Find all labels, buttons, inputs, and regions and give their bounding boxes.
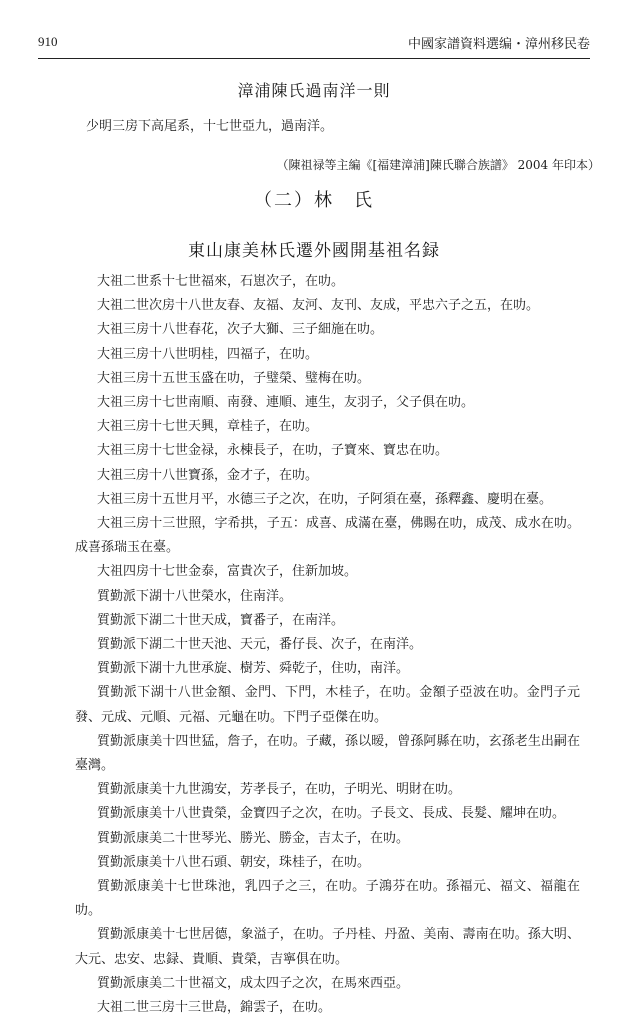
list-item: 大祖三房十三世照，字希拱，子五：成喜、成滿在臺，佛賜在叻，成茂、成水在叻。成喜孫瑞玉在臺。 <box>75 516 580 556</box>
list-item: 大祖三房十七世天興，章桂子，在叻。 <box>97 419 319 435</box>
source-citation: （陳祖禄等主編《[福建漳浦]陳氏聯合族譜》 2004 年印本） <box>276 158 600 172</box>
list-item: 質勤派康美十九世鴻安，芳孝長子，在叻，子明光、明財在叻。 <box>97 782 462 798</box>
list-item: 質勤派下湖二十世天成，寶番子，在南洋。 <box>97 612 345 628</box>
list-item: 質勤派下湖二十世天池、天元，番仔長、次子，在南洋。 <box>97 637 423 653</box>
clan-subheading: 東山康美林氏遷外國開基祖名録 <box>188 241 440 261</box>
section-text-chen: 少明三房下高尾系，十七世亞九，過南洋。 <box>86 119 334 134</box>
page-header <box>38 30 590 54</box>
list-item: 大祖三房十七世南順、南發、連順、連生，友羽子，父子俱在叻。 <box>97 395 475 411</box>
list-item: 大祖二世系十七世福來，石崽次子，在叻。 <box>97 274 345 289</box>
list-item: 大祖四房十七世金泰，富貴次子，住新加坡。 <box>97 564 358 580</box>
list-item: 大祖三房十五世月平，水德三子之次，在叻，子阿須在臺，孫釋鑫、慶明在臺。 <box>97 491 553 507</box>
ancestor-list <box>75 270 580 1020</box>
list-item: 大祖三房十五世玉盛在叻，子璧榮、璧梅在叻。 <box>97 370 371 386</box>
list-item: 質勤派康美二十世福文，成太四子之次，在馬來西亞。 <box>97 975 410 991</box>
list-item: 大祖二世次房十八世友春、友福、友河、友刊、友成，平忠六子之五，在叻。 <box>97 298 540 314</box>
list-item: 質勤派康美十八世石頭、朝安，珠桂子，在叻。 <box>97 854 371 870</box>
page-number: 910 <box>38 34 58 49</box>
list-item: 大祖三房十八世寶孫，金才子，在叻。 <box>97 467 319 483</box>
list-item: 大祖二世三房十三世島，錦雲子，在叻。 <box>97 1000 332 1016</box>
section-title-chen: 漳浦陳氏過南洋一則 <box>237 81 391 100</box>
list-item: 質勤派康美十七世居德，象溢子，在叻。子丹桂、丹盈、美南、壽南在叻。孫大明、大元、忠安、忠録、貴順、貴榮，吉寧俱在叻。 <box>75 927 580 967</box>
list-item: 質勤派康美十八世貴榮，金寶四子之次，在叻。子長文、長成、長髮、耀坤在叻。 <box>97 806 566 822</box>
list-item: 質勤派康美十四世猛，詹子，在叻。子藏，孫以暧，曾孫阿縣在叻，玄孫老生出嗣在臺灣。 <box>75 733 580 774</box>
clan-heading-lin: （二）林 氏 <box>254 190 374 211</box>
book-title: 中國家譜資料選编・漳州移民卷 <box>407 35 590 51</box>
list-item: 質勤派下湖十九世承旋、樹芳、舜乾子，住叻，南洋。 <box>97 661 410 677</box>
list-item: 質勤派康美十七世珠池，乳四子之三，在叻。子鴻芬在叻。孫福元、福文、福龍在叻。 <box>75 879 580 919</box>
list-item: 大祖三房十八世明桂，四福子，在叻。 <box>97 346 319 362</box>
header-rule <box>38 58 590 59</box>
list-item: 大祖三房十八世春花，次子大獅、三子細施在叻。 <box>97 322 384 338</box>
list-item: 質勤派下湖十八世榮水，住南洋。 <box>97 588 293 604</box>
list-item: 質勤派下湖十八世金額、金門、下門，木桂子，在叻。金額子亞波在叻。金門子元發、元成、元順、元福、元龜在叻。下門子亞傑在叻。 <box>75 685 580 725</box>
list-item: 質勤派康美二十世琴光、勝光、勝金，吉太子，在叻。 <box>97 830 410 846</box>
list-item: 大祖三房十七世金禄，永棟長子，在叻，子寶來、寶忠在叻。 <box>97 443 449 459</box>
